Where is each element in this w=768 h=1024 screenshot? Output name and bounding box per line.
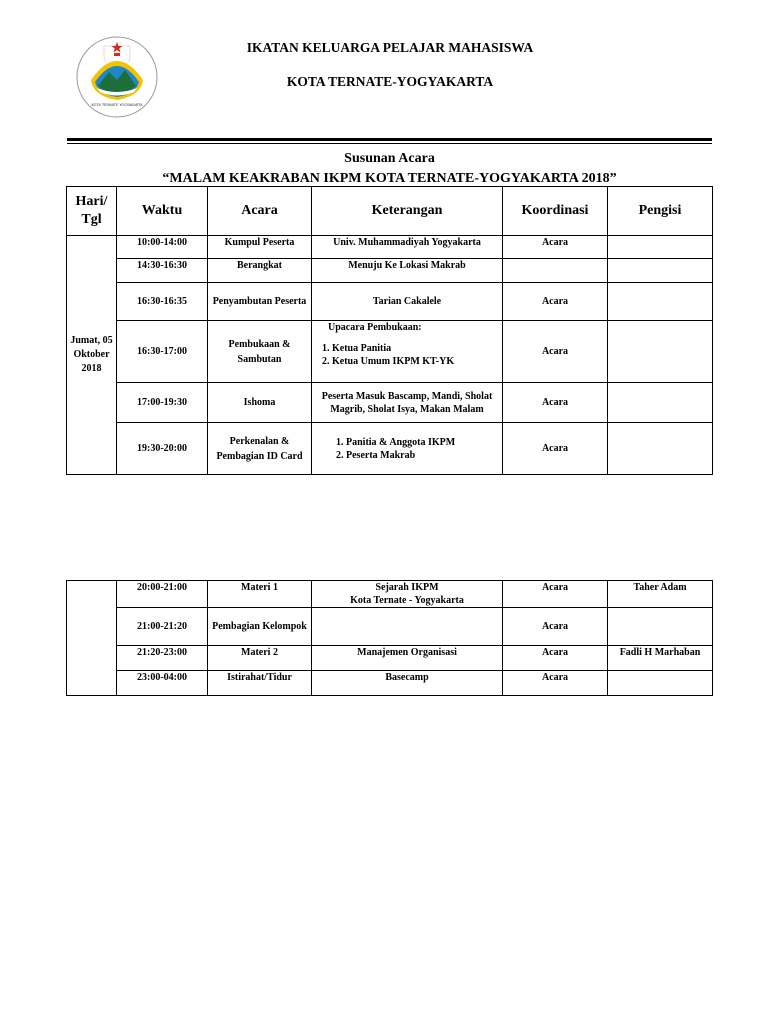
cell-pengisi (608, 259, 713, 283)
cell-pengisi (608, 671, 713, 696)
table-row (67, 383, 713, 423)
cell-waktu: 16:30-17:00 (117, 321, 208, 383)
event-title: “MALAM KEAKRABAN IKPM KOTA TERNATE-YOGYAKARTA 2018” (162, 171, 617, 186)
schedule-table-1 (66, 186, 713, 475)
day-cell-empty (67, 581, 117, 696)
table-row (67, 321, 713, 383)
cell-waktu: 19:30-20:00 (117, 423, 208, 475)
cell-koordinasi: Acara (503, 236, 608, 259)
col-pengisi: Pengisi (608, 187, 713, 236)
list-item: 2. Peserta Makrab (346, 449, 500, 462)
cell-waktu: 10:00-14:00 (117, 236, 208, 259)
table-row (67, 646, 713, 671)
cell-waktu: 23:00-04:00 (117, 671, 208, 696)
col-acara: Acara (208, 187, 312, 236)
cell-keterangan: Basecamp (312, 671, 503, 696)
cell-acara: Berangkat (208, 259, 312, 283)
table-row (67, 236, 713, 259)
cell-acara: Pembagian Kelompok (208, 608, 312, 646)
cell-koordinasi (503, 259, 608, 283)
table-header-row (67, 187, 713, 236)
org-name-line2: KOTA TERNATE-YOGYAKARTA (286, 74, 494, 89)
cell-acara: Istirahat/Tidur (208, 671, 312, 696)
cell-keterangan (312, 581, 503, 608)
cell-koordinasi: Acara (503, 423, 608, 475)
cell-pengisi (608, 236, 713, 259)
cell-waktu: 21:20-23:00 (117, 646, 208, 671)
cell-waktu: 16:30-16:35 (117, 283, 208, 321)
keterangan-heading: Upacara Pembukaan: (328, 322, 422, 333)
schedule-table-2 (66, 580, 713, 696)
list-item: 1. Ketua Panitia (332, 342, 500, 355)
org-name-line1: IKATAN KELUARGA PELAJAR MAHASISWA (246, 40, 534, 55)
cell-keterangan: Univ. Muhammadiyah Yogyakarta (312, 236, 503, 259)
cell-pengisi (608, 283, 713, 321)
doc-title: Susunan Acara (344, 151, 435, 166)
table-row (67, 423, 713, 475)
table-row (67, 608, 713, 646)
table-row (67, 581, 713, 608)
keterangan-line: Sejarah IKPM (375, 582, 439, 593)
table-row (67, 671, 713, 696)
cell-koordinasi: Acara (503, 608, 608, 646)
col-hari-tgl: Hari/ Tgl (67, 187, 117, 236)
cell-keterangan: Menuju Ke Lokasi Makrab (312, 259, 503, 283)
cell-pengisi (608, 321, 713, 383)
cell-acara: Perkenalan & Pembagian ID Card (208, 423, 312, 475)
cell-waktu: 14:30-16:30 (117, 259, 208, 283)
cell-keterangan (312, 608, 503, 646)
col-koordinasi: Koordinasi (503, 187, 608, 236)
col-waktu: Waktu (117, 187, 208, 236)
cell-koordinasi: Acara (503, 321, 608, 383)
cell-koordinasi: Acara (503, 671, 608, 696)
cell-acara: Kumpul Peserta (208, 236, 312, 259)
cell-koordinasi: Acara (503, 383, 608, 423)
table-row (67, 283, 713, 321)
cell-acara: Penyambutan Peserta (208, 283, 312, 321)
cell-acara: Pembukaan & Sambutan (208, 321, 312, 383)
list-item: 2. Ketua Umum IKPM KT-YK (332, 355, 500, 368)
cell-keterangan: Peserta Masuk Bascamp, Mandi, Sholat Magrib, Sholat Isya, Makan Malam (312, 383, 503, 423)
cell-waktu: 21:00-21:20 (117, 608, 208, 646)
cell-koordinasi: Acara (503, 283, 608, 321)
cell-acara: Ishoma (208, 383, 312, 423)
logo-text: KOTA TERNATE YOGYAKARTA (91, 103, 143, 107)
keterangan-list (314, 342, 500, 368)
table-row (67, 259, 713, 283)
cell-pengisi (608, 383, 713, 423)
cell-keterangan (312, 423, 503, 475)
cell-keterangan: Manajemen Organisasi (312, 646, 503, 671)
header-divider-thick (67, 138, 712, 141)
keterangan-list (314, 436, 500, 462)
cell-waktu: 17:00-19:30 (117, 383, 208, 423)
cell-pengisi (608, 423, 713, 475)
cell-acara: Materi 1 (208, 581, 312, 608)
cell-acara: Materi 2 (208, 646, 312, 671)
cell-keterangan: Tarian Cakalele (312, 283, 503, 321)
list-item: 1. Panitia & Anggota IKPM (346, 436, 500, 449)
keterangan-line: Kota Ternate - Yogyakarta (350, 595, 464, 606)
cell-koordinasi: Acara (503, 646, 608, 671)
cell-keterangan (312, 321, 503, 383)
cell-pengisi (608, 608, 713, 646)
header-divider-thin (67, 143, 712, 144)
cell-pengisi: Fadli H Marhaban (608, 646, 713, 671)
cell-koordinasi: Acara (503, 581, 608, 608)
cell-waktu: 20:00-21:00 (117, 581, 208, 608)
day-cell: Jumat, 05 Oktober 2018 (67, 236, 117, 475)
cell-pengisi: Taher Adam (608, 581, 713, 608)
ikpm-logo (76, 36, 158, 118)
col-keterangan: Keterangan (312, 187, 503, 236)
